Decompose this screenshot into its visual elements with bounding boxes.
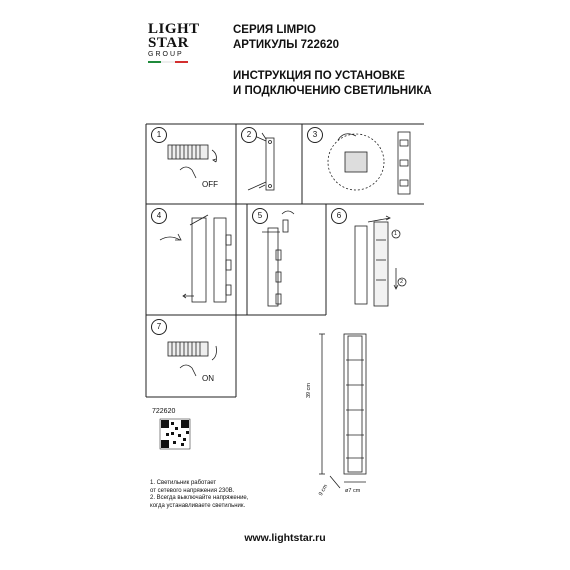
step1-switch-illustration <box>168 145 217 178</box>
note-1-line2: от сетевого напряжения 230В. <box>150 487 235 494</box>
step6-cover-illustration <box>355 216 406 306</box>
series-title: СЕРИЯ LIMPIO <box>233 24 316 36</box>
logo-line-group: GROUP <box>148 51 184 58</box>
step-1-marker: 1 <box>151 127 167 143</box>
article-title: АРТИКУЛЫ 722620 <box>233 39 340 51</box>
note-1-line1: 1. Светильник работает <box>150 480 217 486</box>
note-2-line1: 2. Всегда выключайте напряжение, <box>150 495 249 501</box>
height-dimension-label: 39 cm <box>306 383 312 398</box>
depth-dimension-label: 9 cm <box>318 483 330 497</box>
instruction-title-line2: И ПОДКЛЮЧЕНИЮ СВЕТИЛЬНИКА <box>233 85 432 97</box>
step-7-marker: 7 <box>151 319 167 335</box>
diameter-dimension-label: ø7 cm <box>345 488 361 494</box>
step-3-marker: 3 <box>307 127 323 143</box>
qr-code <box>160 419 190 449</box>
step-6-marker: 6 <box>331 208 347 224</box>
logo-line-star: STAR <box>148 35 189 51</box>
step7-switch-illustration <box>168 342 217 376</box>
step-2-marker: 2 <box>241 127 257 143</box>
logo-line-light: LIGHT <box>148 21 200 37</box>
note-2-line2: когда устанавливаете светильник. <box>150 502 246 509</box>
step-4-marker: 4 <box>151 208 167 224</box>
safety-notes <box>150 480 300 510</box>
step4-fixture-illustration <box>160 215 231 302</box>
step-5-marker: 5 <box>252 208 268 224</box>
step6-marker-1: 1 <box>394 231 398 237</box>
website-url: www.lightstar.ru <box>244 532 326 544</box>
step5-lamp-illustration <box>262 211 294 306</box>
product-dimension-drawing <box>319 334 366 488</box>
step7-on-label: ON <box>202 374 214 383</box>
article-number: 722620 <box>152 408 176 415</box>
step1-off-label: OFF <box>202 180 218 189</box>
step6-marker-2: 2 <box>400 279 404 285</box>
step3-wiring-illustration <box>328 132 410 194</box>
instruction-title-line1: ИНСТРУКЦИЯ ПО УСТАНОВКЕ <box>233 70 405 82</box>
